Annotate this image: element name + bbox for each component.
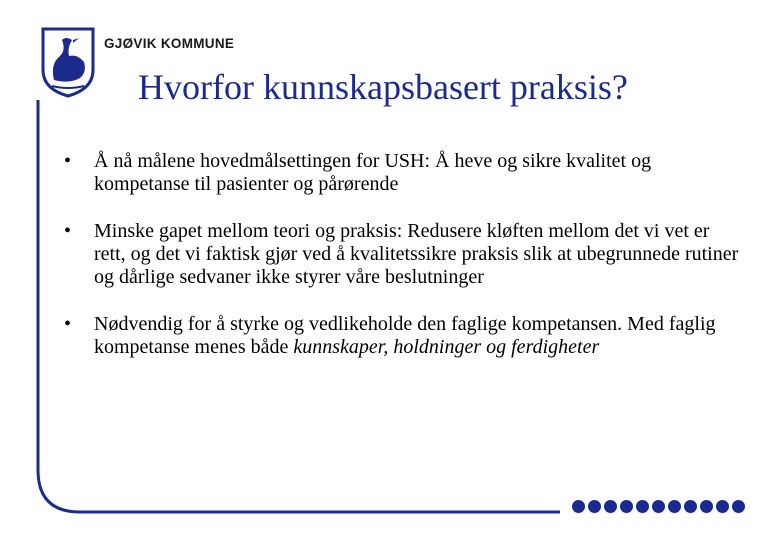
bullet-marker: • xyxy=(64,220,72,242)
bullet-item xyxy=(64,150,744,196)
bullet-text: Å nå målene hovedmålsettingen for USH: Å heve og sikre kvalitet og kompetanse til pasienter og pårørende xyxy=(94,150,652,195)
bullet-text-italic: kunnskaper, holdninger og ferdigheter xyxy=(293,336,600,358)
bullet-marker: • xyxy=(64,313,72,335)
dot xyxy=(700,500,713,513)
dot xyxy=(652,500,665,513)
dot xyxy=(588,500,601,513)
bullet-item xyxy=(64,313,744,359)
dot xyxy=(572,500,585,513)
dot xyxy=(684,500,697,513)
dot xyxy=(604,500,617,513)
bullet-marker: • xyxy=(64,150,72,172)
dot xyxy=(620,500,633,513)
bullet-item xyxy=(64,220,744,289)
dot xyxy=(636,500,649,513)
swan-coat-of-arms-icon xyxy=(40,26,96,98)
bullet-text: Nødvendig for å styrke og vedlikeholde den faglige kompetansen. Med faglig kompetanse menes både xyxy=(94,313,716,358)
slide-title: Hvorfor kunnskapsbasert praksis? xyxy=(138,67,628,107)
dot xyxy=(716,500,729,513)
bullet-list xyxy=(64,150,744,359)
dot xyxy=(732,500,745,513)
decorative-dots xyxy=(572,500,745,513)
dot xyxy=(668,500,681,513)
bullet-text: Minske gapet mellom teori og praksis: Redusere kløften mellom det vi vet er rett, og det vi faktisk gjør ved å kvalitetssikre praksis slik at ubegrunnede rutiner og dårlige sedvaner ikke styrer våre beslutninger xyxy=(94,220,739,288)
organization-name: GJØVIK KOMMUNE xyxy=(104,36,235,51)
